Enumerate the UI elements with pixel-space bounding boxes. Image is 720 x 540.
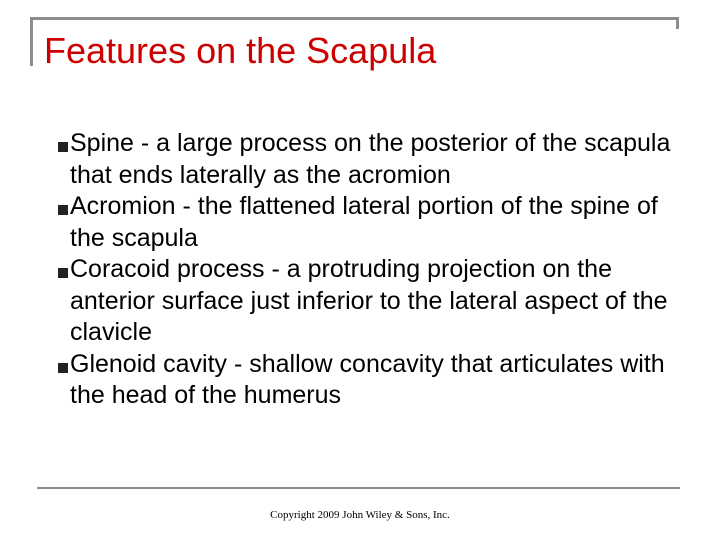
bullet-list [58,128,678,412]
slide-title: Features on the Scapula [44,30,437,71]
square-bullet-icon [58,363,68,373]
title-frame-right [676,17,679,29]
copyright-footer: Copyright 2009 John Wiley & Sons, Inc. [270,509,450,521]
title-frame-left [30,17,33,66]
title-frame-top [30,17,678,20]
bullet-item [58,254,678,349]
bullet-text: Spine - a large process on the posterior of the scapula that ends laterally as the acromion [70,129,671,189]
bullet-text: Acromion - the flattened lateral portion of the spine of the scapula [70,192,658,252]
bullet-item [58,191,678,254]
bullet-item [58,349,678,412]
bullet-text: Glenoid cavity - shallow concavity that articulates with the head of the humerus [70,349,665,409]
square-bullet-icon [58,142,68,152]
bullet-item [58,128,678,191]
square-bullet-icon [58,268,68,278]
bullet-text: Coracoid process - a protruding projection on the anterior surface just inferior to the lateral aspect of the clavicle [70,255,668,346]
footer-divider [37,487,680,489]
square-bullet-icon [58,205,68,215]
